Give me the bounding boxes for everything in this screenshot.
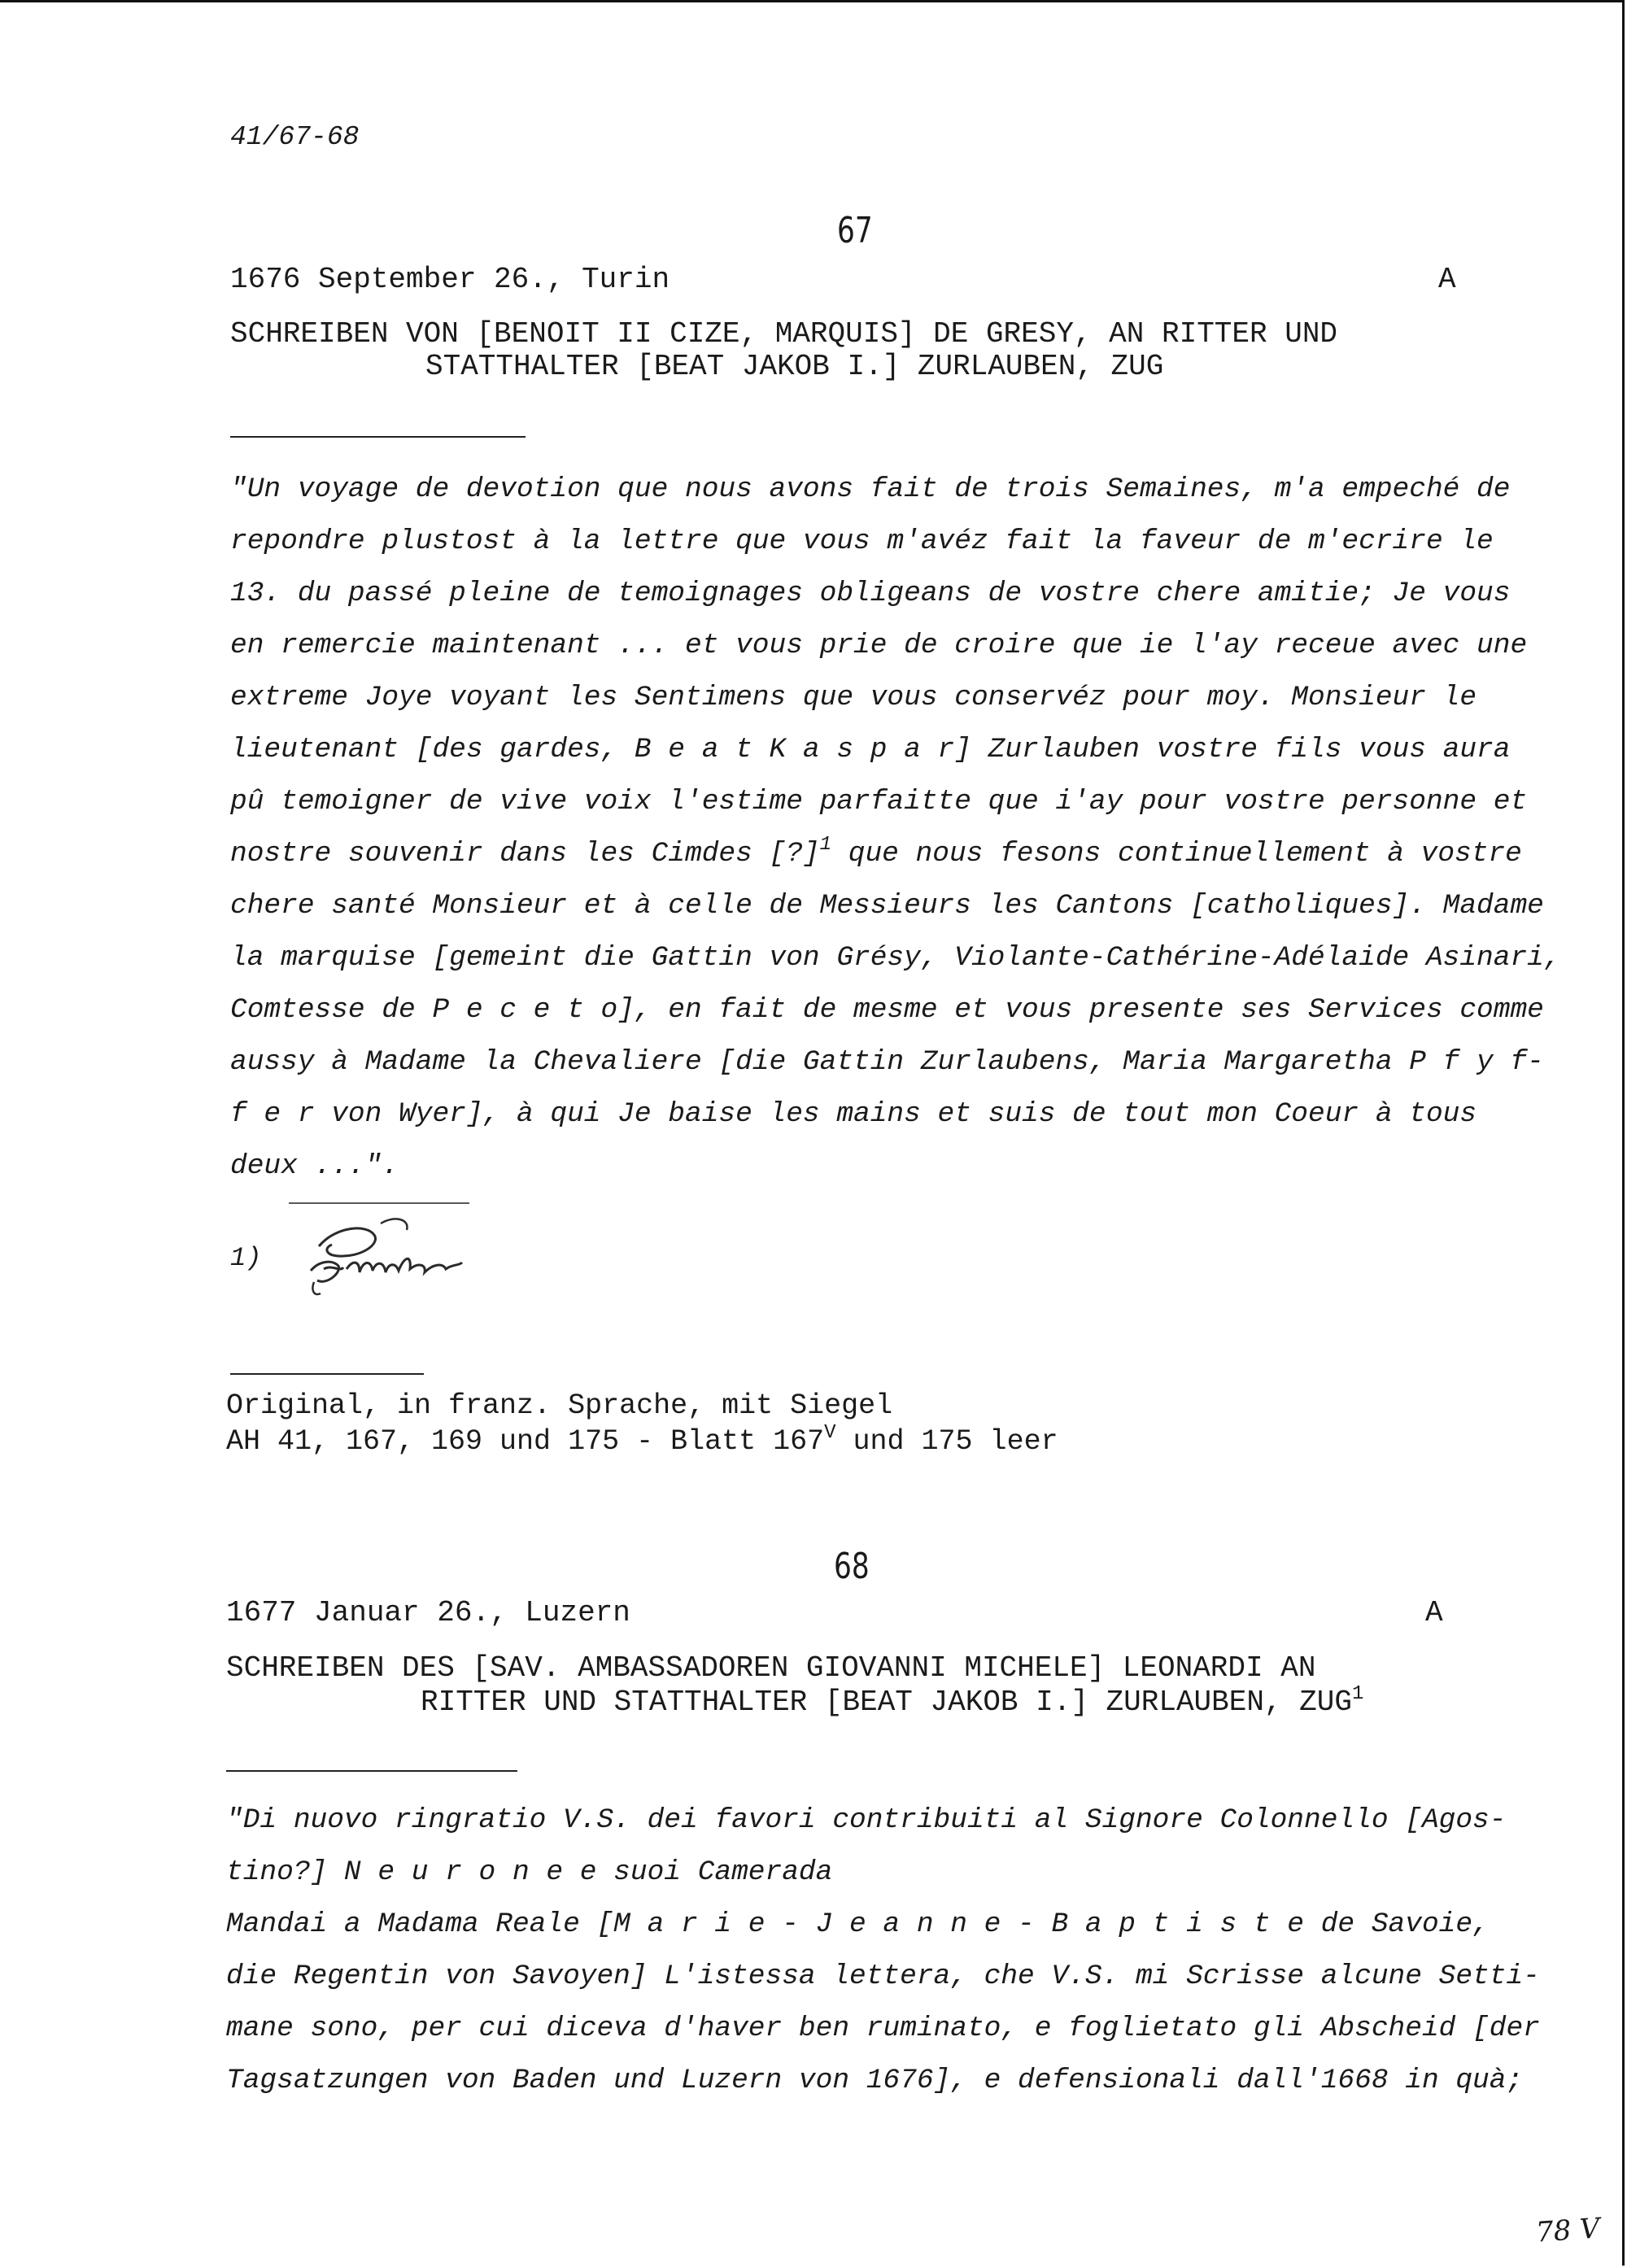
doc67-body-line-4: en remercie maintenant ... et vous prie de croire que ie l'ay receue avec une: [230, 630, 1528, 661]
doc67-body-line-8: [230, 834, 1522, 870]
footnote-ref-1: 1: [819, 834, 832, 856]
doc68-body-line-5: mane sono, per cui diceva d'haver ben ruminato, e foglietato gli Abscheid [der: [226, 2013, 1540, 2044]
doc68-title-line-1: SCHREIBEN DES [SAV. AMBASSADOREN GIOVANNI MICHELE] LEONARDI AN: [226, 1651, 1316, 1685]
handwritten-word-image: [303, 1212, 473, 1302]
footnote-number: 1): [230, 1243, 262, 1273]
doc-number-67: 67: [837, 210, 873, 251]
doc67-title-line-2: STATTHALTER [BEAT JAKOB I.] ZURLAUBEN, ZUG: [425, 350, 1164, 383]
doc67-body-line-5: extreme Joye voyant les Sentimens que vous conservéz pour moy. Monsieur le: [230, 682, 1477, 713]
doc68-body-line-6: Tagsatzungen von Baden und Luzern von 1676], e defensionali dall'1668 in quà;: [226, 2065, 1524, 2096]
doc68-marker: A: [1425, 1596, 1443, 1629]
handwritten-word-glyph: [303, 1212, 473, 1302]
doc67-body-line-3: 13. du passé pleine de temoignages obligeans de vostre chere amitie; Je vous: [230, 578, 1511, 609]
doc67-body-line-14: deux ...".: [230, 1150, 399, 1182]
doc67-marker: A: [1438, 263, 1456, 296]
doc67-body-line-9: chere santé Monsieur et à celle de Messieurs les Cantons [catholiques]. Madame: [230, 890, 1544, 922]
doc67-source-superscript: V: [824, 1422, 836, 1444]
doc67-divider: [230, 436, 526, 438]
doc68-divider: [226, 1770, 517, 1772]
doc68-body-line-2: tino?] N e u r o n e e suoi Camerada: [226, 1856, 833, 1888]
doc67-source-line-2b: und 175 leer: [835, 1425, 1058, 1458]
doc68-title-line-2: [421, 1683, 1364, 1719]
doc67-body-line-13: f e r von Wyer], à qui Je baise les mains et suis de tout mon Coeur à tous: [230, 1098, 1477, 1130]
doc67-source-line-2a: AH 41, 167, 169 und 175 - Blatt 167: [226, 1425, 825, 1458]
doc67-body-line-2: repondre plustost à la lettre que vous m'avéz fait la faveur de m'ecrire le: [230, 526, 1494, 557]
doc68-body-line-3: Mandai a Madama Reale [M a r i e - J e a n n e - B a p t i s t e de Savoie,: [226, 1908, 1490, 1940]
doc67-body-line-10: la marquise [gemeint die Gattin von Grésy, Violante-Cathérine-Adélaide Asinari,: [230, 942, 1561, 974]
doc68-body-line-4: die Regentin von Savoyen] L'istessa lettera, che V.S. mi Scrisse alcune Setti-: [226, 1961, 1540, 1992]
doc67-body-line-8a: nostre souvenir dans les Cimdes [?]: [230, 838, 820, 870]
doc68-date-place: 1677 Januar 26., Luzern: [226, 1596, 630, 1629]
doc68-title-superscript: 1: [1352, 1683, 1364, 1705]
source-divider-67: [230, 1373, 424, 1375]
doc68-title-line-2-text: RITTER UND STATTHALTER [BEAT JAKOB I.] ZURLAUBEN, ZUG: [421, 1686, 1352, 1719]
doc67-body-line-6: lieutenant [des gardes, B e a t K a s p a r] Zurlauben vostre fils vous aura: [230, 734, 1511, 765]
doc67-source-line-1: Original, in franz. Sprache, mit Siegel: [226, 1389, 893, 1422]
doc67-body-line-7: pû temoigner de vive voix l'estime parfaitte que i'ay pour vostre personne et: [230, 786, 1528, 818]
doc67-body-line-1: "Un voyage de devotion que nous avons fait de trois Semaines, m'a empeché de: [230, 473, 1511, 505]
doc68-body-line-1: "Di nuovo ringratio V.S. dei favori contribuiti al Signore Colonnello [Agos-: [226, 1804, 1507, 1836]
doc67-date-place: 1676 September 26., Turin: [230, 263, 670, 296]
page-reference: 41/67-68: [230, 122, 360, 152]
doc67-body-line-11: Comtesse de P e c e t o], en fait de mesme et vous presente ses Services comme: [230, 994, 1544, 1026]
corner-handwritten-mark: 78 V: [1534, 2212, 1601, 2249]
footnote-divider: [289, 1202, 469, 1204]
doc67-body-line-12: aussy à Madame la Chevaliere [die Gattin Zurlaubens, Maria Margaretha P f y f-: [230, 1046, 1544, 1078]
doc67-source-line-2: [226, 1422, 1058, 1458]
doc-number-68: 68: [834, 1546, 870, 1587]
doc67-title-line-1: SCHREIBEN VON [BENOIT II CIZE, MARQUIS] DE GRESY, AN RITTER UND: [230, 317, 1338, 351]
doc67-body-line-8b: que nous fesons continuellement à vostre: [831, 838, 1522, 870]
